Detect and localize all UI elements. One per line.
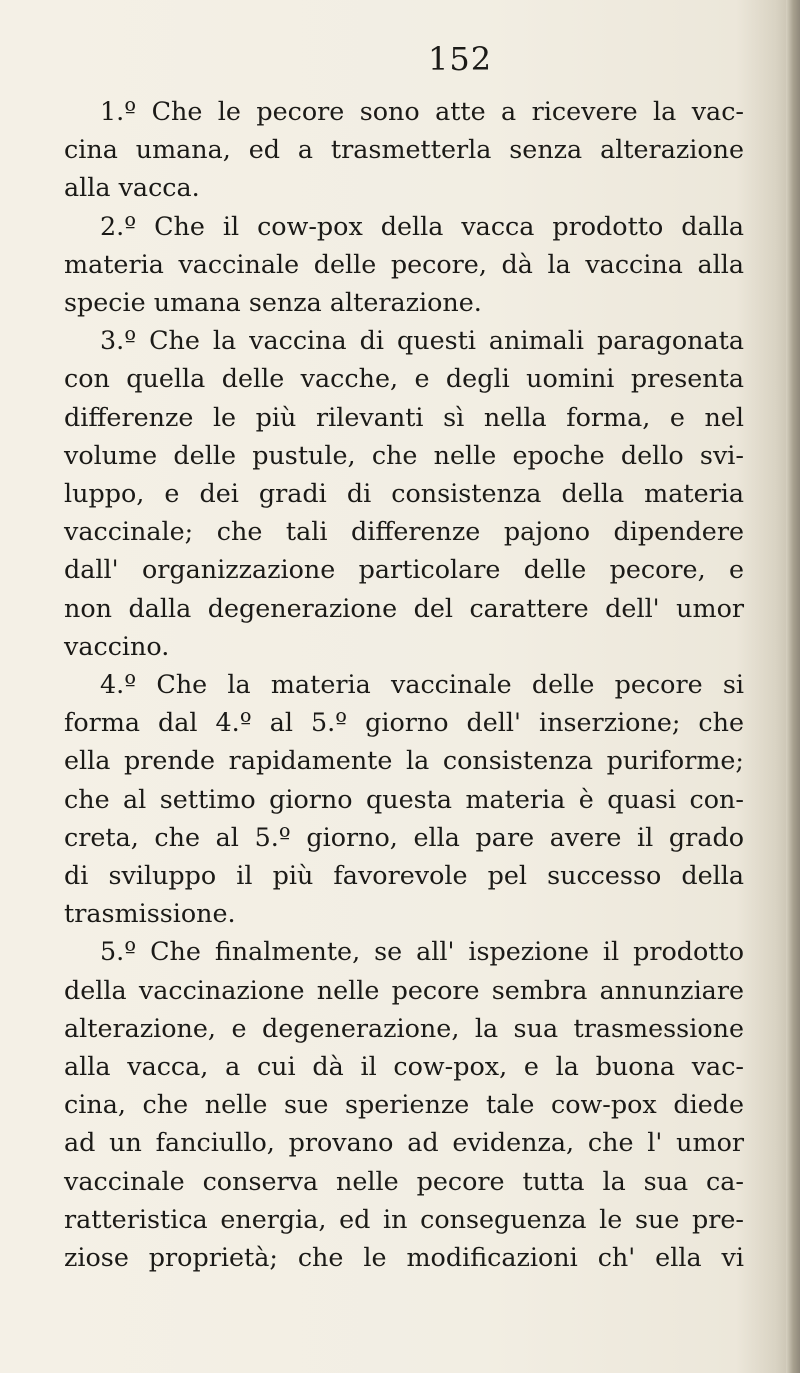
text-line: 2.º Che il cow-pox della vacca prodotto dalla xyxy=(100,210,744,241)
text-line: con quella delle vacche, e degli uomini presenta xyxy=(64,363,744,394)
text-line: dall' organizzazione particolare delle pecore, e xyxy=(64,554,744,585)
text-line: 3.º Che la vaccina di questi animali paragonata xyxy=(100,325,744,356)
text-line: cina, che nelle sue sperienze tale cow-pox diede xyxy=(64,1089,744,1120)
text-line: trasmissione. xyxy=(64,898,236,929)
text-line: di sviluppo il più favorevole pel successo della xyxy=(64,860,744,891)
text-line: alla vacca, a cui dà il cow-pox, e la buona vac- xyxy=(64,1051,744,1082)
text-line: ad un fanciullo, provano ad evidenza, che l' umor xyxy=(64,1127,744,1158)
text-line: 5.º Che finalmente, se all' ispezione il prodotto xyxy=(100,936,744,967)
text-line: materia vaccinale delle pecore, dà la vaccina alla xyxy=(64,248,744,279)
text-line: ella prende rapidamente la consistenza puriforme; xyxy=(64,745,744,776)
text-line: volume delle pustule, che nelle epoche dello svi- xyxy=(64,439,744,470)
text-line: non dalla degenerazione del carattere dell' umor xyxy=(64,592,744,623)
book-spine-edge xyxy=(786,0,800,1373)
text-line: 1.º Che le pecore sono atte a ricevere la vac- xyxy=(100,96,744,126)
text-line: vaccinale; che tali differenze pajono dipendere xyxy=(64,516,744,547)
text-line: specie umana senza alterazione. xyxy=(64,287,482,318)
page-number: 152 xyxy=(428,40,493,78)
text-line: differenze le più rilevanti sì nella forma, e nel xyxy=(64,401,744,432)
text-line: luppo, e dei gradi di consistenza della materia xyxy=(64,478,744,509)
text-line: forma dal 4.º al 5.º giorno dell' inserzione; che xyxy=(64,707,744,738)
text-line: che al settimo giorno questa materia è quasi con- xyxy=(64,783,744,814)
text-line: vaccino. xyxy=(64,630,170,661)
text-line: 4.º Che la materia vaccinale delle pecore si xyxy=(100,669,744,700)
text-line: alla vacca. xyxy=(64,172,200,203)
text-line: cina umana, ed a trasmetterla senza alterazione xyxy=(64,134,744,165)
body-text xyxy=(64,92,744,1276)
text-line: creta, che al 5.º giorno, ella pare avere il grado xyxy=(64,821,744,852)
text-line: della vaccinazione nelle pecore sembra annunziare xyxy=(64,974,744,1005)
text-line: alterazione, e degenerazione, la sua trasmessione xyxy=(64,1012,744,1043)
text-line: ratteristica energia, ed in conseguenza le sue pre- xyxy=(64,1203,744,1234)
text-line: ziose proprietà; che le modificazioni ch' ella vi xyxy=(64,1242,744,1273)
text-line: vaccinale conserva nelle pecore tutta la sua ca- xyxy=(64,1165,744,1196)
